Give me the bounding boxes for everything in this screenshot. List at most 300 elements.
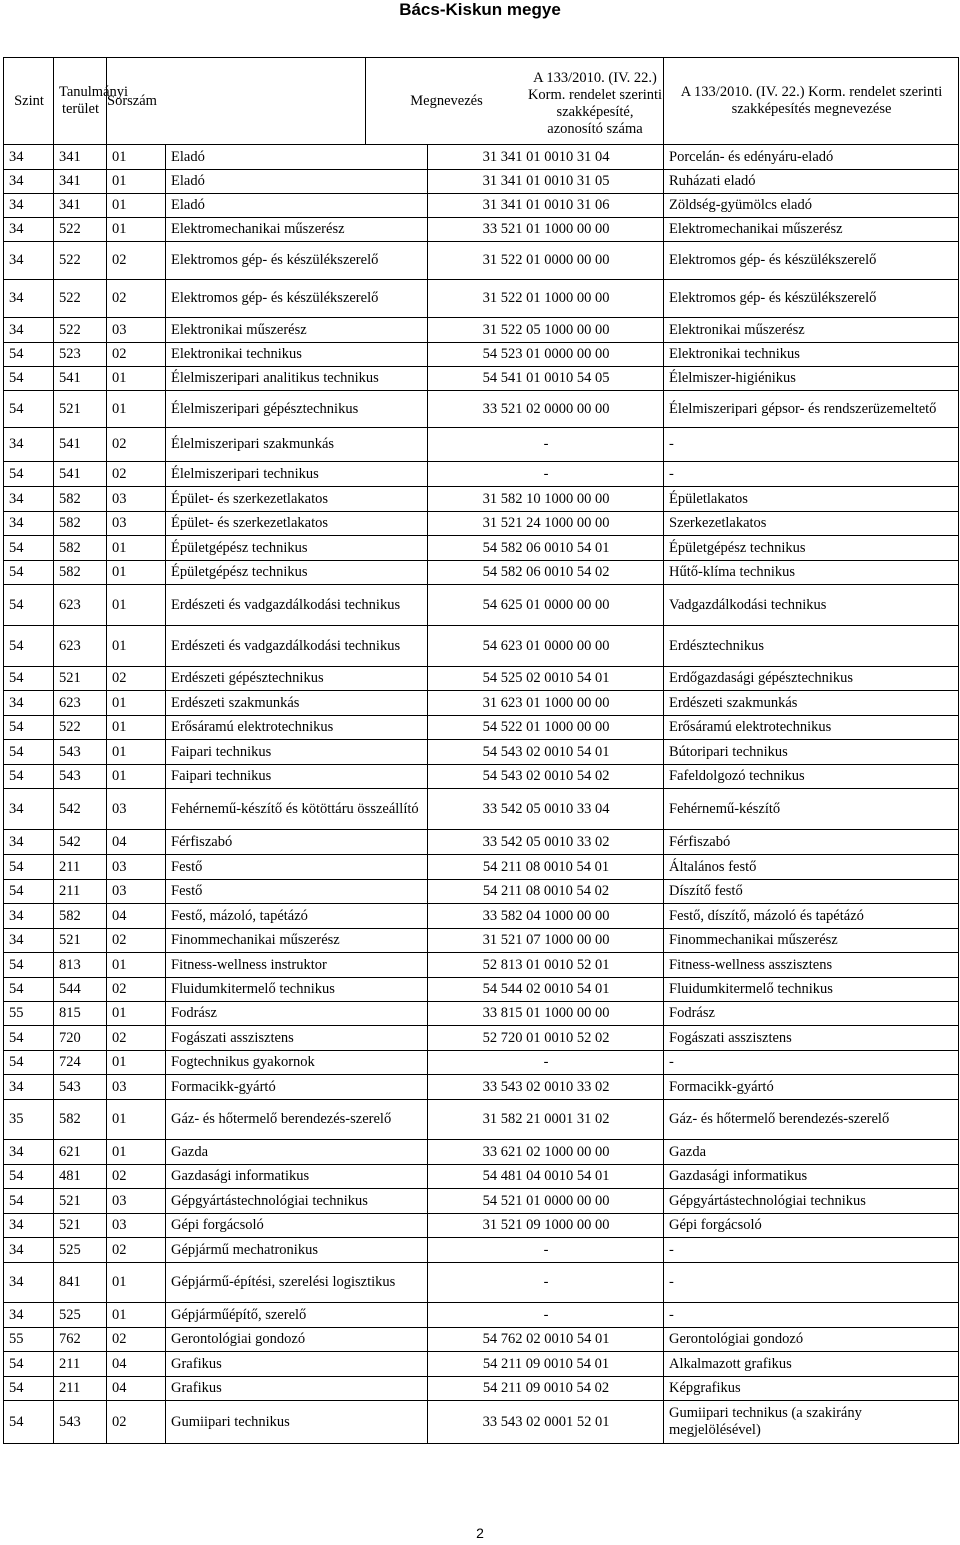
table-row [4,367,959,391]
cell-sorszam: 02 [107,462,166,487]
cell-sorszam: 02 [107,1328,166,1352]
cell-azonosito: 33 542 05 0010 33 02 [428,830,664,855]
cell-sorszam: 01 [107,953,166,978]
cell-azonosito: 31 582 10 1000 00 00 [428,487,664,512]
cell-szint: 34 [4,1214,54,1238]
cell-szakkepesites: Elektronikai technikus [664,343,959,367]
cell-azonosito: 31 522 01 0000 00 00 [428,242,664,280]
cell-sorszam: 01 [107,536,166,561]
table-row [4,1328,959,1352]
cell-megnevezes: Gépjármű-építési, szerelési logisztikus [166,1263,428,1303]
cell-szint: 54 [4,716,54,740]
table-row [4,953,959,978]
cell-terulet: 815 [54,1002,107,1026]
cell-megnevezes: Épületgépész technikus [166,536,428,561]
cell-sorszam: 02 [107,280,166,318]
cell-azonosito: 54 521 01 0000 00 00 [428,1189,664,1214]
cell-terulet: 582 [54,1100,107,1140]
cell-terulet: 525 [54,1303,107,1328]
cell-megnevezes: Festő [166,880,428,904]
cell-megnevezes: Erdészeti és vadgazdálkodási technikus [166,626,428,667]
cell-megnevezes: Eladó [166,194,428,218]
table-row [4,1352,959,1377]
table-row [4,1377,959,1401]
cell-sorszam: 01 [107,740,166,765]
cell-sorszam: 02 [107,1165,166,1189]
cell-szint: 34 [4,1075,54,1100]
cell-megnevezes: Finommechanikai műszerész [166,929,428,953]
cell-terulet: 621 [54,1140,107,1165]
cell-szint: 54 [4,343,54,367]
cell-szint: 54 [4,1352,54,1377]
table-row [4,1238,959,1263]
cell-sorszam: 01 [107,170,166,194]
cell-megnevezes: Férfiszabó [166,830,428,855]
cell-megnevezes: Élelmiszeripari szakmunkás [166,428,428,462]
cell-terulet: 582 [54,904,107,929]
cell-terulet: 762 [54,1328,107,1352]
table-row [4,667,959,691]
cell-azonosito: 54 211 08 0010 54 01 [428,855,664,880]
header-szakkepesites-megnevezese: A 133/2010. (IV. 22.) Korm. rendelet szerinti szakképesítés megnevezése [664,58,959,145]
cell-sorszam: 04 [107,830,166,855]
cell-szakkepesites: Épületgépész technikus [664,536,959,561]
cell-megnevezes: Fodrász [166,1002,428,1026]
cell-megnevezes: Grafikus [166,1352,428,1377]
cell-szakkepesites: Erősáramú elektrotechnikus [664,716,959,740]
cell-sorszam: 01 [107,194,166,218]
cell-szakkepesites: Fodrász [664,1002,959,1026]
cell-terulet: 211 [54,855,107,880]
cell-azonosito: 31 623 01 1000 00 00 [428,691,664,716]
table-row [4,765,959,789]
cell-sorszam: 02 [107,929,166,953]
cell-azonosito: 54 543 02 0010 54 02 [428,765,664,789]
cell-szakkepesites: Fluidumkitermelő technikus [664,978,959,1002]
cell-szakkepesites: Gáz- és hőtermelő berendezés-szerelő [664,1100,959,1140]
cell-megnevezes: Gáz- és hőtermelő berendezés-szerelő [166,1100,428,1140]
cell-szint: 34 [4,904,54,929]
cell-megnevezes: Élelmiszeripari gépésztechnikus [166,391,428,428]
cell-azonosito: 54 525 02 0010 54 01 [428,667,664,691]
header-azonosito: A 133/2010. (IV. 22.) Korm. rendelet szerinti szakképesíté, azonosító száma [527,70,663,137]
cell-sorszam: 03 [107,512,166,536]
table-row [4,1075,959,1100]
cell-szakkepesites: Élelmiszer-higiénikus [664,367,959,391]
cell-sorszam: 01 [107,561,166,585]
cell-megnevezes: Épületgépész technikus [166,561,428,585]
cell-sorszam: 01 [107,585,166,626]
cell-sorszam: 01 [107,1140,166,1165]
table-header-row [4,58,959,145]
cell-terulet: 522 [54,280,107,318]
table-row [4,428,959,462]
cell-terulet: 521 [54,391,107,428]
cell-szakkepesites: Elektromos gép- és készülékszerelő [664,242,959,280]
cell-szakkepesites: Gépgyártástechnológiai technikus [664,1189,959,1214]
cell-terulet: 841 [54,1263,107,1303]
cell-szint: 54 [4,585,54,626]
cell-megnevezes: Fehérnemű-készítő és kötöttáru összeállító [166,789,428,830]
cell-terulet: 541 [54,367,107,391]
cell-szakkepesites: Gerontológiai gondozó [664,1328,959,1352]
cell-terulet: 481 [54,1165,107,1189]
table-row [4,691,959,716]
cell-megnevezes: Faipari technikus [166,740,428,765]
cell-szint: 54 [4,1026,54,1051]
cell-terulet: 582 [54,512,107,536]
cell-szint: 35 [4,1100,54,1140]
cell-azonosito: 54 481 04 0010 54 01 [428,1165,664,1189]
cell-szakkepesites: Elektronikai műszerész [664,318,959,343]
cell-megnevezes: Élelmiszeripari analitikus technikus [166,367,428,391]
cell-szint: 34 [4,1238,54,1263]
cell-szint: 54 [4,536,54,561]
cell-terulet: 544 [54,978,107,1002]
table-row [4,462,959,487]
cell-terulet: 542 [54,789,107,830]
header-tanulmanyi-terulet: Tanulmányi terület [54,58,107,145]
cell-szint: 54 [4,880,54,904]
cell-szint: 34 [4,428,54,462]
cell-sorszam: 02 [107,1238,166,1263]
cell-terulet: 341 [54,194,107,218]
cell-azonosito: - [428,1238,664,1263]
table-row [4,978,959,1002]
cell-megnevezes: Gépi forgácsoló [166,1214,428,1238]
table-row [4,1263,959,1303]
cell-terulet: 542 [54,830,107,855]
table-row [4,487,959,512]
cell-azonosito: 54 625 01 0000 00 00 [428,585,664,626]
table-row [4,318,959,343]
cell-azonosito: 33 621 02 1000 00 00 [428,1140,664,1165]
cell-szint: 54 [4,561,54,585]
table-row [4,391,959,428]
cell-megnevezes: Faipari technikus [166,765,428,789]
cell-szint: 54 [4,667,54,691]
cell-terulet: 623 [54,691,107,716]
cell-azonosito: 52 720 01 0010 52 02 [428,1026,664,1051]
cell-szakkepesites: Formacikk-gyártó [664,1075,959,1100]
table-row [4,170,959,194]
cell-megnevezes: Épület- és szerkezetlakatos [166,487,428,512]
cell-szint: 34 [4,487,54,512]
cell-szakkepesites: - [664,428,959,462]
cell-azonosito: 33 543 02 0001 52 01 [428,1401,664,1444]
cell-szint: 34 [4,318,54,343]
cell-szint: 54 [4,367,54,391]
cell-sorszam: 03 [107,487,166,512]
table-row [4,855,959,880]
cell-azonosito: 31 341 01 0010 31 04 [428,145,664,170]
cell-szint: 34 [4,1140,54,1165]
cell-szakkepesites: Bútoripari technikus [664,740,959,765]
cell-terulet: 522 [54,716,107,740]
page-title: Bács-Kiskun megye [399,0,561,19]
cell-szint: 34 [4,170,54,194]
cell-terulet: 543 [54,765,107,789]
cell-szakkepesites: Épületlakatos [664,487,959,512]
table-row [4,830,959,855]
cell-szakkepesites: Hűtő-klíma technikus [664,561,959,585]
cell-megnevezes: Elektromos gép- és készülékszerelő [166,280,428,318]
table-row [4,1189,959,1214]
cell-megnevezes: Eladó [166,170,428,194]
cell-szint: 54 [4,462,54,487]
cell-sorszam: 02 [107,978,166,1002]
cell-szint: 34 [4,280,54,318]
cell-szint: 34 [4,218,54,242]
table-row [4,1100,959,1140]
table-row [4,512,959,536]
cell-megnevezes: Erdészeti szakmunkás [166,691,428,716]
table-row [4,280,959,318]
table-row [4,242,959,280]
cell-megnevezes: Gazdasági informatikus [166,1165,428,1189]
header-szint: Szint [4,58,54,145]
cell-szint: 54 [4,1051,54,1075]
cell-terulet: 341 [54,170,107,194]
cell-azonosito: 54 211 08 0010 54 02 [428,880,664,904]
cell-szakkepesites: Elektromos gép- és készülékszerelő [664,280,959,318]
cell-azonosito: 54 762 02 0010 54 01 [428,1328,664,1352]
cell-szint: 54 [4,978,54,1002]
cell-sorszam: 01 [107,218,166,242]
cell-megnevezes: Elektronikai technikus [166,343,428,367]
table-row [4,789,959,830]
cell-azonosito: 31 582 21 0001 31 02 [428,1100,664,1140]
cell-megnevezes: Elektronikai műszerész [166,318,428,343]
table-row [4,218,959,242]
cell-azonosito: 54 522 01 1000 00 00 [428,716,664,740]
cell-sorszam: 03 [107,855,166,880]
cell-megnevezes: Épület- és szerkezetlakatos [166,512,428,536]
cell-megnevezes: Elektromechanikai műszerész [166,218,428,242]
cell-azonosito: 33 521 02 0000 00 00 [428,391,664,428]
cell-megnevezes: Eladó [166,145,428,170]
table-row [4,626,959,667]
cell-megnevezes: Gépgyártástechnológiai technikus [166,1189,428,1214]
cell-sorszam: 01 [107,1263,166,1303]
table-row [4,1140,959,1165]
cell-azonosito: 33 521 01 1000 00 00 [428,218,664,242]
cell-azonosito: 54 544 02 0010 54 01 [428,978,664,1002]
cell-azonosito: 33 543 02 0010 33 02 [428,1075,664,1100]
cell-megnevezes: Gépjármű mechatronikus [166,1238,428,1263]
cell-szakkepesites: Finommechanikai műszerész [664,929,959,953]
cell-terulet: 522 [54,242,107,280]
cell-szint: 54 [4,391,54,428]
cell-azonosito: 54 582 06 0010 54 02 [428,561,664,585]
cell-sorszam: 03 [107,880,166,904]
cell-szint: 34 [4,145,54,170]
cell-azonosito: 54 543 02 0010 54 01 [428,740,664,765]
cell-azonosito: 31 521 24 1000 00 00 [428,512,664,536]
cell-azonosito: - [428,1051,664,1075]
cell-szakkepesites: - [664,1303,959,1328]
cell-sorszam: 01 [107,1100,166,1140]
table-row [4,929,959,953]
table-row [4,536,959,561]
table-row [4,145,959,170]
cell-terulet: 724 [54,1051,107,1075]
cell-sorszam: 01 [107,765,166,789]
cell-sorszam: 03 [107,318,166,343]
cell-terulet: 522 [54,218,107,242]
table-row [4,1026,959,1051]
cell-szakkepesites: - [664,1263,959,1303]
table-row [4,1051,959,1075]
cell-szakkepesites: Általános festő [664,855,959,880]
cell-megnevezes: Festő [166,855,428,880]
cell-megnevezes: Fogtechnikus gyakornok [166,1051,428,1075]
cell-szint: 54 [4,765,54,789]
cell-sorszam: 01 [107,1303,166,1328]
header-megnevezes-wrap [366,58,664,145]
cell-megnevezes: Fogászati asszisztens [166,1026,428,1051]
cell-azonosito: 31 521 09 1000 00 00 [428,1214,664,1238]
cell-sorszam: 02 [107,1401,166,1444]
cell-szakkepesites: Festő, díszítő, mázoló és tapétázó [664,904,959,929]
table-row [4,1002,959,1026]
cell-sorszam: 04 [107,1352,166,1377]
table-row [4,343,959,367]
cell-szint: 54 [4,740,54,765]
cell-megnevezes: Grafikus [166,1377,428,1401]
cell-szakkepesites: Gépi forgácsoló [664,1214,959,1238]
cell-azonosito: 31 521 07 1000 00 00 [428,929,664,953]
cell-szakkepesites: Gazdasági informatikus [664,1165,959,1189]
table-row [4,585,959,626]
cell-sorszam: 01 [107,716,166,740]
cell-szakkepesites: Erdészeti szakmunkás [664,691,959,716]
cell-szakkepesites: Erdőgazdasági gépésztechnikus [664,667,959,691]
cell-megnevezes: Élelmiszeripari technikus [166,462,428,487]
cell-sorszam: 02 [107,242,166,280]
cell-sorszam: 01 [107,626,166,667]
cell-terulet: 525 [54,1238,107,1263]
table-row [4,740,959,765]
table-row [4,1214,959,1238]
cell-szint: 34 [4,512,54,536]
cell-szint: 55 [4,1002,54,1026]
cell-szakkepesites: Gumiipari technikus (a szakirány megjelölésével) [664,1401,959,1444]
cell-terulet: 523 [54,343,107,367]
cell-terulet: 543 [54,740,107,765]
cell-sorszam: 04 [107,1377,166,1401]
cell-megnevezes: Gazda [166,1140,428,1165]
table-row [4,904,959,929]
cell-szint: 34 [4,691,54,716]
cell-megnevezes: Erdészeti és vadgazdálkodási technikus [166,585,428,626]
cell-terulet: 623 [54,585,107,626]
cell-azonosito: 54 211 09 0010 54 01 [428,1352,664,1377]
table-row [4,1303,959,1328]
cell-szint: 54 [4,855,54,880]
cell-azonosito: 33 582 04 1000 00 00 [428,904,664,929]
cell-azonosito: 31 341 01 0010 31 05 [428,170,664,194]
cell-szakkepesites: Fehérnemű-készítő [664,789,959,830]
cell-terulet: 521 [54,667,107,691]
cell-sorszam: 01 [107,1002,166,1026]
cell-azonosito: 31 522 01 1000 00 00 [428,280,664,318]
cell-szint: 54 [4,953,54,978]
header-megnevezes: Megnevezés [410,92,483,109]
cell-azonosito: 52 813 01 0010 52 01 [428,953,664,978]
cell-megnevezes: Gumiipari technikus [166,1401,428,1444]
cell-megnevezes: Fitness-wellness instruktor [166,953,428,978]
cell-megnevezes: Gépjárműépítő, szerelő [166,1303,428,1328]
cell-sorszam: 03 [107,1075,166,1100]
cell-azonosito: 33 815 01 1000 00 00 [428,1002,664,1026]
cell-azonosito: 31 341 01 0010 31 06 [428,194,664,218]
cell-megnevezes: Gerontológiai gondozó [166,1328,428,1352]
cell-terulet: 521 [54,929,107,953]
cell-sorszam: 03 [107,789,166,830]
cell-terulet: 211 [54,880,107,904]
cell-szint: 34 [4,929,54,953]
cell-sorszam: 03 [107,1214,166,1238]
cell-azonosito: - [428,1263,664,1303]
cell-terulet: 522 [54,318,107,343]
cell-szakkepesites: Fitness-wellness asszisztens [664,953,959,978]
cell-szakkepesites: Elektromechanikai műszerész [664,218,959,242]
cell-azonosito: 54 211 09 0010 54 02 [428,1377,664,1401]
cell-szakkepesites: Erdésztechnikus [664,626,959,667]
cell-szakkepesites: Szerkezetlakatos [664,512,959,536]
cell-azonosito: 54 623 01 0000 00 00 [428,626,664,667]
cell-megnevezes: Erdészeti gépésztechnikus [166,667,428,691]
cell-megnevezes: Formacikk-gyártó [166,1075,428,1100]
cell-megnevezes: Elektromos gép- és készülékszerelő [166,242,428,280]
cell-szakkepesites: Ruházati eladó [664,170,959,194]
cell-sorszam: 02 [107,343,166,367]
cell-szint: 54 [4,1189,54,1214]
cell-szakkepesites: Vadgazdálkodási technikus [664,585,959,626]
cell-szint: 55 [4,1328,54,1352]
cell-terulet: 521 [54,1214,107,1238]
cell-terulet: 813 [54,953,107,978]
header-sorszam: Sorszám [107,58,366,145]
cell-terulet: 720 [54,1026,107,1051]
cell-szint: 34 [4,1303,54,1328]
table-row [4,561,959,585]
cell-azonosito: 54 541 01 0010 54 05 [428,367,664,391]
cell-sorszam: 01 [107,1051,166,1075]
qualifications-table [3,57,959,1444]
cell-azonosito: 54 523 01 0000 00 00 [428,343,664,367]
cell-szakkepesites: Férfiszabó [664,830,959,855]
cell-megnevezes: Erősáramú elektrotechnikus [166,716,428,740]
cell-azonosito: - [428,462,664,487]
cell-megnevezes: Fluidumkitermelő technikus [166,978,428,1002]
cell-terulet: 543 [54,1075,107,1100]
cell-szakkepesites: Gazda [664,1140,959,1165]
cell-azonosito: 33 542 05 0010 33 04 [428,789,664,830]
cell-szakkepesites: - [664,462,959,487]
cell-megnevezes: Festő, mázoló, tapétázó [166,904,428,929]
cell-szint: 34 [4,194,54,218]
cell-azonosito: - [428,428,664,462]
cell-sorszam: 03 [107,1189,166,1214]
cell-szakkepesites: Díszítő festő [664,880,959,904]
cell-terulet: 582 [54,561,107,585]
cell-szint: 34 [4,830,54,855]
cell-sorszam: 04 [107,904,166,929]
cell-szakkepesites: Fafeldolgozó technikus [664,765,959,789]
table-row [4,1401,959,1444]
